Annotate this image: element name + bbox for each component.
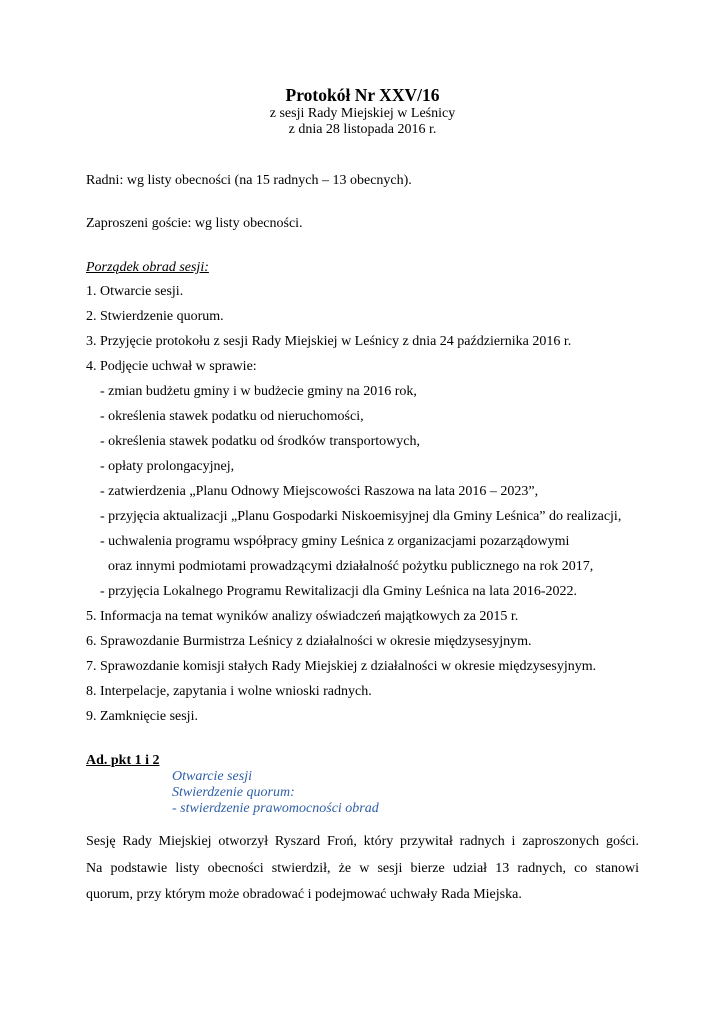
agenda-item: 3. Przyjęcie protokołu z sesji Rady Miejskiej w Leśnicy z dnia 24 października 2016 r. bbox=[86, 334, 572, 349]
session-opening-paragraph bbox=[86, 829, 639, 909]
agenda-subitem: - przyjęcia aktualizacji „Planu Gospodarki Niskoemisyjnej dla Gminy Leśnica” do realizacji, bbox=[100, 509, 622, 524]
agenda-item: 5. Informacja na temat wyników analizy oświadczeń majątkowych za 2015 r. bbox=[86, 609, 519, 624]
agenda-subitem: - opłaty prolongacyjnej, bbox=[100, 459, 235, 474]
agenda-heading: Porządek obrad sesji: bbox=[86, 260, 209, 275]
agenda-subitem: - zatwierdzenia „Planu Odnowy Miejscowości Raszowa na lata 2016 – 2023”, bbox=[100, 484, 539, 499]
agenda-item: 9. Zamknięcie sesji. bbox=[86, 709, 198, 724]
paragraph-line: Sesję Rady Miejskiej otworzył Ryszard Froń, który przywitał radnych i zaproszonych gości. bbox=[86, 834, 639, 849]
goscie-line: Zaproszeni goście: wg listy obecności. bbox=[86, 216, 303, 231]
protocol-title: Protokół Nr XXV/16 bbox=[285, 85, 440, 105]
document-header bbox=[0, 84, 725, 138]
agenda-item: 8. Interpelacje, zapytania i wolne wnioski radnych. bbox=[86, 684, 372, 699]
protocol-subtitle-date: z dnia 28 listopada 2016 r. bbox=[288, 122, 437, 137]
agenda-subitem: - przyjęcia Lokalnego Programu Rewitalizacji dla Gminy Leśnica na lata 2016-2022. bbox=[100, 584, 578, 599]
agenda-item: 7. Sprawozdanie komisji stałych Rady Miejskiej z działalności w okresie międzysesyjnym. bbox=[86, 659, 597, 674]
paragraph-line: Na podstawie listy obecności stwierdził, że w sesji bierze udział 13 radnych, co stanowi bbox=[86, 860, 639, 876]
agenda-subitem-continuation: oraz innymi podmiotami prowadzącymi działalność pożytku publicznego na rok 2017, bbox=[108, 559, 594, 574]
agenda-subitem: - uchwalenia programu współpracy gminy Leśnica z organizacjami pozarządowymi bbox=[100, 534, 570, 549]
agenda-subitem: - zmian budżetu gminy i w budżecie gminy na 2016 rok, bbox=[100, 384, 417, 399]
protocol-subtitle-session: z sesji Rady Miejskiej w Leśnicy bbox=[269, 106, 456, 121]
topic-line: Otwarcie sesji bbox=[172, 769, 252, 784]
agenda-item: 1. Otwarcie sesji. bbox=[86, 284, 184, 299]
agenda-subitem: - określenia stawek podatku od środków transportowych, bbox=[100, 434, 420, 449]
paragraph-line: quorum, przy którym może obradować i podejmować uchwały Rada Miejska. bbox=[86, 887, 522, 902]
radni-line: Radni: wg listy obecności (na 15 radnych – 13 obecnych). bbox=[86, 173, 412, 188]
agenda-item: 4. Podjęcie uchwał w sprawie: bbox=[86, 359, 257, 374]
agenda-subitem: - określenia stawek podatku od nieruchomości, bbox=[100, 409, 364, 424]
topic-line: Stwierdzenie quorum: bbox=[172, 785, 295, 800]
section-heading-ad-pkt: Ad. pkt 1 i 2 bbox=[86, 753, 160, 768]
agenda-item: 6. Sprawozdanie Burmistrza Leśnicy z działalności w okresie międzysesyjnym. bbox=[86, 634, 532, 649]
topic-line: - stwierdzenie prawomocności obrad bbox=[172, 801, 379, 816]
agenda-item: 2. Stwierdzenie quorum. bbox=[86, 309, 224, 324]
